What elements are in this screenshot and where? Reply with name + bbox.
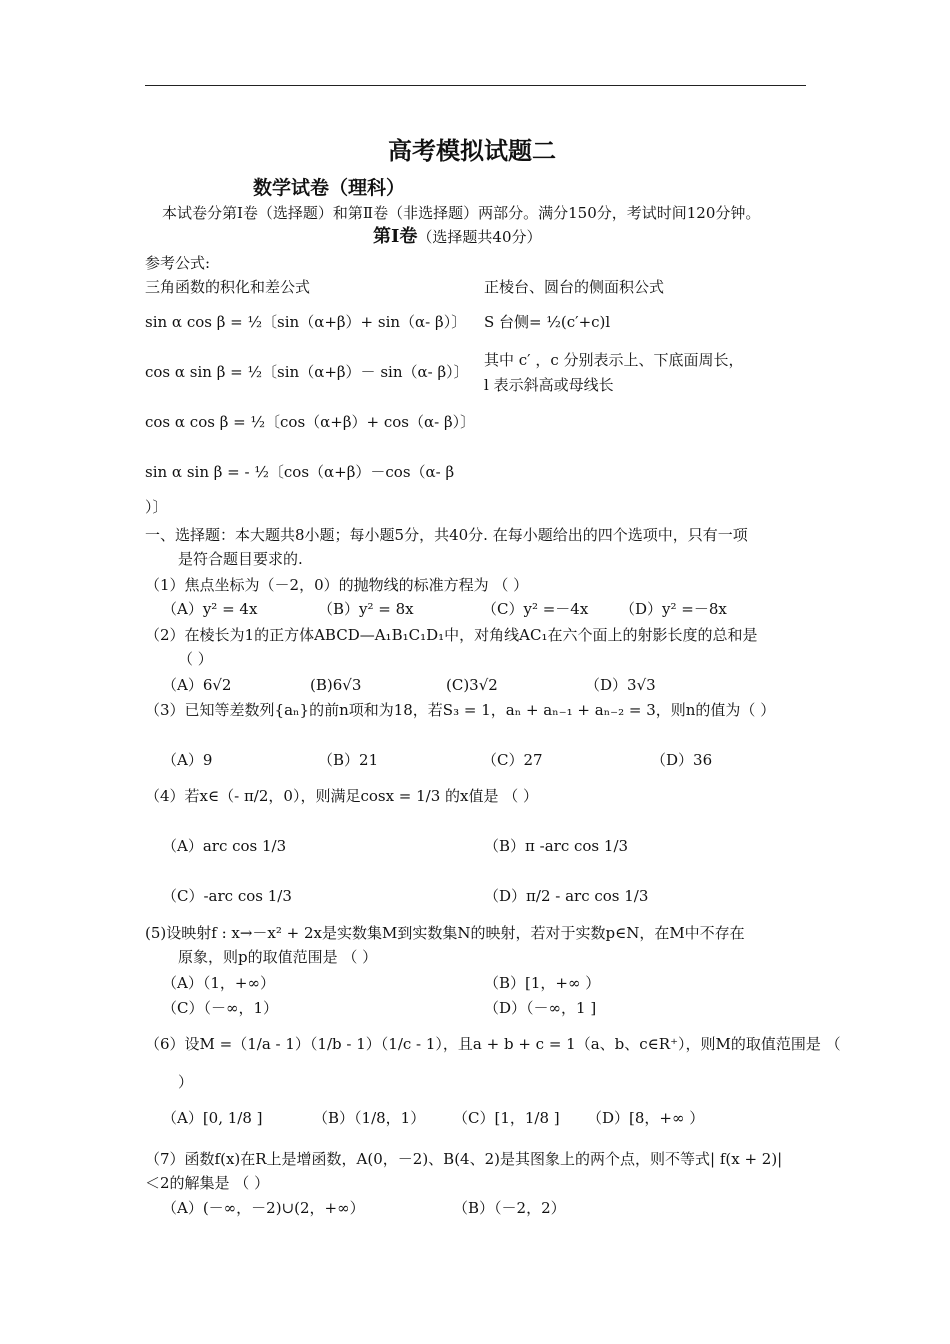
q6-option-d: （D）[8，+∞ ）	[587, 1109, 705, 1127]
intro-text: 本试卷分第Ⅰ卷（选择题）和第Ⅱ卷（非选择题）两部分。满分150分，考试时间120分钟。	[162, 204, 761, 222]
q5-stem-line2: 原象，则p的取值范围是 （ ）	[178, 948, 378, 966]
q5-option-c: （C）（－∞，1）	[162, 999, 279, 1017]
q4-stem: （4）若x∈（- π/2，0），则满足cosx = 1/3 的x值是 （ ）	[145, 787, 539, 805]
q7-stem-line2: ＜2的解集是 （ ）	[145, 1174, 270, 1192]
q1-option-c: （C）y² =－4x	[482, 600, 589, 618]
q4-option-a: （A）arc cos 1/3	[162, 837, 287, 855]
q5-option-a: （A）（1，+∞）	[162, 974, 275, 992]
part1-heading	[373, 225, 542, 249]
q3-option-a: （A）9	[162, 751, 213, 769]
formula-cos-sin-text: cos α sin β = ½〔sin（α+β）－ sin（α- β）〕	[145, 363, 469, 381]
q5-option-d: （D）（－∞，1 ]	[484, 999, 597, 1017]
q6-stem-line2: ）	[178, 1073, 194, 1091]
q6-option-a: （A）[0, 1/8 ]	[162, 1109, 263, 1127]
q2-option-d: （D）3√3	[585, 676, 656, 694]
q1-option-d: （D）y² =－8x	[620, 600, 727, 618]
q5-option-b: （B）[1，+∞ ）	[484, 974, 601, 992]
trig-formula-title: 三角函数的积化和差公式	[145, 278, 311, 296]
section1-line1: 一、选择题：本大题共8小题；每小题5分，共40分. 在每小题给出的四个选项中，只有一项	[145, 526, 748, 544]
q5-stem-line1: (5)设映射f : x→－x² + 2x是实数集M到实数集N的映射，若对于实数p∈N，在M中不存在	[145, 924, 745, 942]
q7-option-b: （B）（－2，2）	[453, 1199, 566, 1217]
paper-subtitle: 数学试卷（理科）	[253, 177, 406, 199]
q1-option-a: （A）y² = 4x	[162, 600, 258, 618]
q6-option-b: （B）（1/8，1）	[313, 1109, 426, 1127]
q2-option-b: (B)6√3	[310, 676, 362, 694]
frustum-note-2: l 表示斜高或母线长	[484, 376, 614, 394]
section1-line2: 是符合题目要求的.	[178, 550, 303, 568]
frustum-formula-title: 正棱台、圆台的侧面积公式	[484, 278, 665, 296]
page-title: 高考模拟试题二	[388, 136, 556, 165]
frustum-note-1: 其中 c′ ，c 分别表示上、下底面周长，	[484, 351, 744, 369]
ref-label: 参考公式:	[145, 254, 211, 272]
formula-sin-sin-text: sin α sin β = - ½〔cos（α+β）－cos（α- β	[145, 463, 455, 481]
q1-option-b: （B）y² = 8x	[318, 600, 414, 618]
q3-option-d: （D）36	[651, 751, 713, 769]
q1-stem: （1）焦点坐标为（－2，0）的抛物线的标准方程为 （ ）	[145, 576, 529, 594]
q2-stem-line1: （2）在棱长为1的正方体ABCD—A₁B₁C₁D₁中，对角线AC₁在六个面上的射影长度的总和是	[145, 626, 758, 644]
q4-option-d: （D）π/2 - arc cos 1/3	[484, 887, 649, 905]
q6-option-c: （C）[1，1/8 ]	[453, 1109, 560, 1127]
q7-stem-line1: （7）函数f(x)在R上是增函数，A(0，－2)、B(4、2)是其图象上的两个点，则不等式| f(x + 2)|	[145, 1150, 783, 1168]
formula-sin-sin	[145, 455, 454, 489]
top-rule	[145, 85, 806, 86]
part1-note: （选择题共40分）	[417, 228, 542, 246]
q2-stem-line2: （ ）	[178, 650, 213, 668]
q6-stem-line1: （6）设M =（1/a - 1）（1/b - 1）（1/c - 1），且a + b + c = 1（a、b、c∈R⁺），则M的取值范围是 （	[145, 1035, 841, 1053]
q4-option-b: （B）π -arc cos 1/3	[484, 837, 629, 855]
q4-option-c: （C）-arc cos 1/3	[162, 887, 292, 905]
formula-sin-sin-tail: ）〕	[145, 498, 168, 516]
q3-stem: （3）已知等差数列{aₙ}的前n项和为18，若S₃ = 1，aₙ + aₙ₋₁ + aₙ₋₂ = 3，则n的值为（ ）	[145, 701, 776, 719]
frustum-formula: S 台侧= ½(c′+c)l	[484, 313, 611, 331]
part1-title: 第Ⅰ卷	[373, 226, 418, 247]
q3-option-c: （C）27	[482, 751, 543, 769]
formula-sin-cos-text: sin α cos β = ½〔sin（α+β）+ sin（α- β）〕	[145, 313, 467, 331]
formula-sin-cos	[145, 305, 466, 339]
q2-option-a: （A）6√2	[162, 676, 232, 694]
q7-option-a: （A）(－∞，－2)∪(2，+∞）	[162, 1199, 365, 1217]
formula-cos-sin	[145, 355, 469, 389]
q3-option-b: （B）21	[318, 751, 379, 769]
formula-cos-cos-text: cos α cos β = ½〔cos（α+β）+ cos（α- β）〕	[145, 413, 476, 431]
q2-option-c: (C)3√2	[446, 676, 498, 694]
formula-cos-cos	[145, 405, 475, 439]
